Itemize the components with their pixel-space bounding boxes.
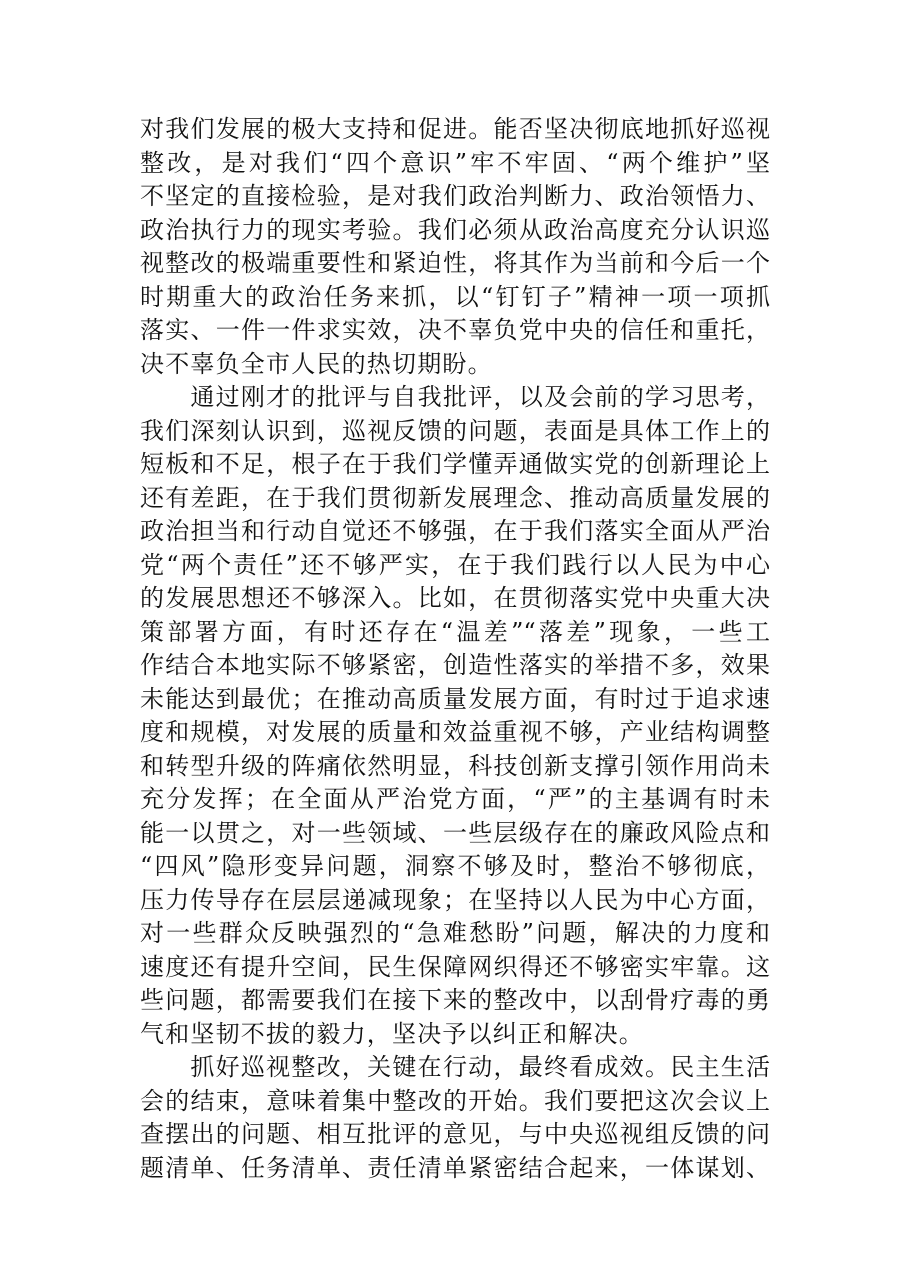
text-line: 些问题，都需要我们在接下来的整改中，以刮骨疗毒的勇: [140, 986, 770, 1014]
text-line: 作结合本地实际不够紧密，创造性落实的举措不多，效果: [140, 651, 770, 679]
text-line: 整改，是对我们“四个意识”牢不牢固、“两个维护”坚: [140, 148, 770, 177]
text-line: 我们深刻认识到，巡视反馈的问题，表面是具体工作上的: [140, 416, 770, 445]
text-line: 题清单、任务清单、责任清单紧密结合起来，一体谋划、: [140, 1153, 770, 1182]
text-line: 政治执行力的现实考验。我们必须从政治高度充分认识巡: [140, 215, 770, 244]
text-line: 度和规模，对发展的质量和效益重视不够，产业结构调整: [140, 718, 770, 746]
text-line: 会的结束，意味着集中整改的开始。我们要把这次会议上: [140, 1086, 770, 1115]
text-line: 抓好巡视整改，关键在行动，最终看成效。民主生活: [190, 1053, 770, 1081]
text-line: 压力传导存在层层递减现象；在坚持以人民为中心方面，: [140, 885, 770, 914]
text-line: 落实、一件一件求实效，决不辜负党中央的信任和重托，: [140, 316, 770, 344]
text-line: “四风”隐形变异问题，洞察不够及时，整治不够彻底，: [140, 852, 770, 880]
paragraph: [140, 113, 770, 381]
paragraph: [140, 381, 770, 1051]
document-body: [140, 113, 770, 1185]
text-line: 气和坚韧不拔的毅力，坚决予以纠正和解决。: [140, 1019, 644, 1048]
text-line: 短板和不足，根子在于我们学懂弄通做实党的创新理论上: [140, 450, 770, 478]
text-line: 速度还有提升空间，民生保障网织得还不够密实牢靠。这: [140, 952, 770, 981]
text-line: 策部署方面，有时还存在“温差”“落差”现象，一些工: [140, 617, 770, 646]
text-line: 能一以贯之，对一些领域、一些层级存在的廉政风险点和: [140, 818, 770, 847]
text-line: 政治担当和行动自觉还不够强，在于我们落实全面从严治: [140, 517, 770, 545]
text-line: 还有差距，在于我们贯彻新发展理念、推动高质量发展的: [140, 483, 770, 512]
text-line: 视整改的极端重要性和紧迫性，将其作为当前和今后一个: [140, 249, 770, 277]
text-line: 对我们发展的极大支持和促进。能否坚决彻底地抓好巡视: [140, 115, 770, 143]
text-line: 和转型升级的阵痛依然明显，科技创新支撑引领作用尚未: [140, 751, 770, 780]
text-line: 对一些群众反映强烈的“急难愁盼”问题，解决的力度和: [140, 919, 770, 947]
text-line: 通过刚才的批评与自我批评，以及会前的学习思考，: [190, 383, 770, 411]
paragraph: [140, 1051, 770, 1185]
text-line: 查摆出的问题、相互批评的意见，与中央巡视组反馈的问: [140, 1120, 770, 1148]
text-line: 党“两个责任”还不够严实，在于我们践行以人民为中心: [140, 550, 770, 579]
text-line: 时期重大的政治任务来抓，以“钉钉子”精神一项一项抓: [140, 282, 770, 311]
text-line: 决不辜负全市人民的热切期盼。: [140, 349, 493, 378]
text-line: 的发展思想还不够深入。比如，在贯彻落实党中央重大决: [140, 584, 770, 612]
text-line: 不坚定的直接检验，是对我们政治判断力、政治领悟力、: [140, 182, 770, 210]
text-line: 充分发挥；在全面从严治党方面，“严”的主基调有时未: [140, 785, 770, 813]
text-line: 未能达到最优；在推动高质量发展方面，有时过于追求速: [140, 684, 770, 713]
